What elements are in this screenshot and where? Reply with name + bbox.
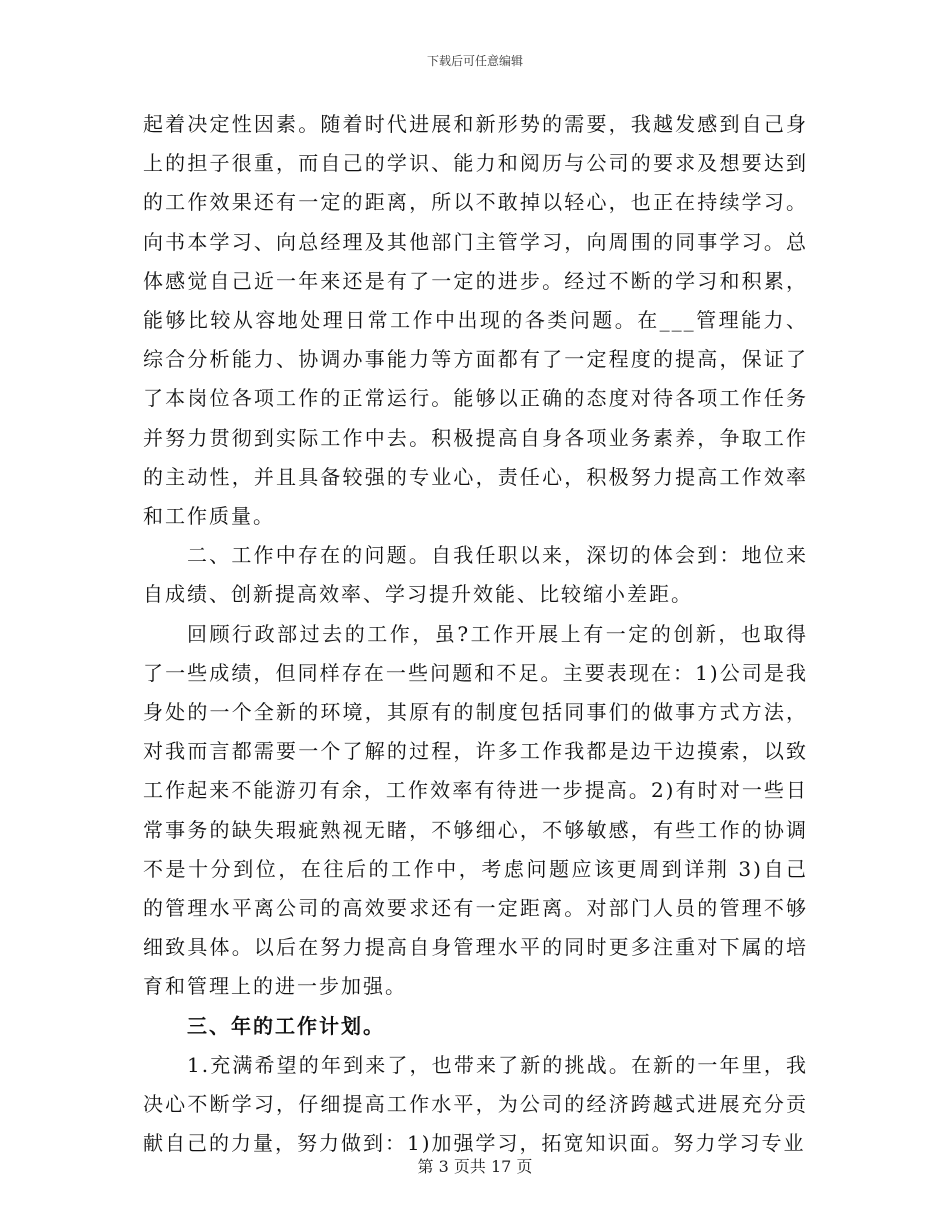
paragraph-plan: 1.充满希望的年到来了，也带来了新的挑战。在新的一年里，我决心不断学习，仔细提高工作水平，为公司的经济跨越式进展充分贡献自己的力量，努力做到：1)加强学习，拓宽知识面。努力学习专业 xyxy=(143,1052,808,1156)
section-heading-three: 三、年的工作计划。 xyxy=(187,1013,385,1038)
paragraph-section-two: 二、工作中存在的问题。自我任职以来，深切的体会到：地位来自成绩、创新提高效率、学习提升效能、比较缩小差距。 xyxy=(143,543,808,607)
paragraph-continuation: 起着决定性因素。随着时代进展和新形势的需要，我越发感到自己身上的担子很重，而自己的学识、能力和阅历与公司的要求及想要达到的工作效果还有一定的距离，所以不敢掉以轻心，也正在持续学习。向书本学习、向总经理及其他部门主管学习，向周围的同事学习。总体感觉自己近一年来还是有了一定的进步。经过不断的学习和积累，能够比较从容地处理日常工作中出现的各类问题。在___管理能力、综合分析能力、协调办事能力等方面都有了一定程度的提高，保证了了本岗位各项工作的正常运行。能够以正确的态度对待各项工作任务并努力贯彻到实际工作中去。积极提高自身各项业务素养，争取工作的主动性，并且具备较强的专业心，责任心，积极努力提高工作效率和工作质量。 xyxy=(143,112,808,529)
paragraph-review: 回顾行政部过去的工作，虽?工作开展上有一定的创新，也取得了一些成绩，但同样存在一些问题和不足。主要表现在：1)公司是我身处的一个全新的环境，其原有的制度包括同事们的做事方式方法，对我而言都需要一个了解的过程，许多工作我都是边干边摸索，以致工作起来不能游刃有余，工作效率有待进一步提高。2)有时对一些日常事务的缺失瑕疵熟视无睹，不够细心，不够敏感，有些工作的协调不是十分到位，在往后的工作中，考虑问题应该更周到详荆 3)自己的管理水平离公司的高效要求还有一定距离。对部门人员的管理不够细致具体。以后在努力提高自身管理水平的同时更多注重对下属的培育和管理上的进一步加强。 xyxy=(143,621,808,999)
page-header: 下载后可任意编辑 xyxy=(426,54,523,68)
document-body xyxy=(143,105,808,1163)
page-footer: 第 3 页共 17 页 xyxy=(417,1157,533,1176)
